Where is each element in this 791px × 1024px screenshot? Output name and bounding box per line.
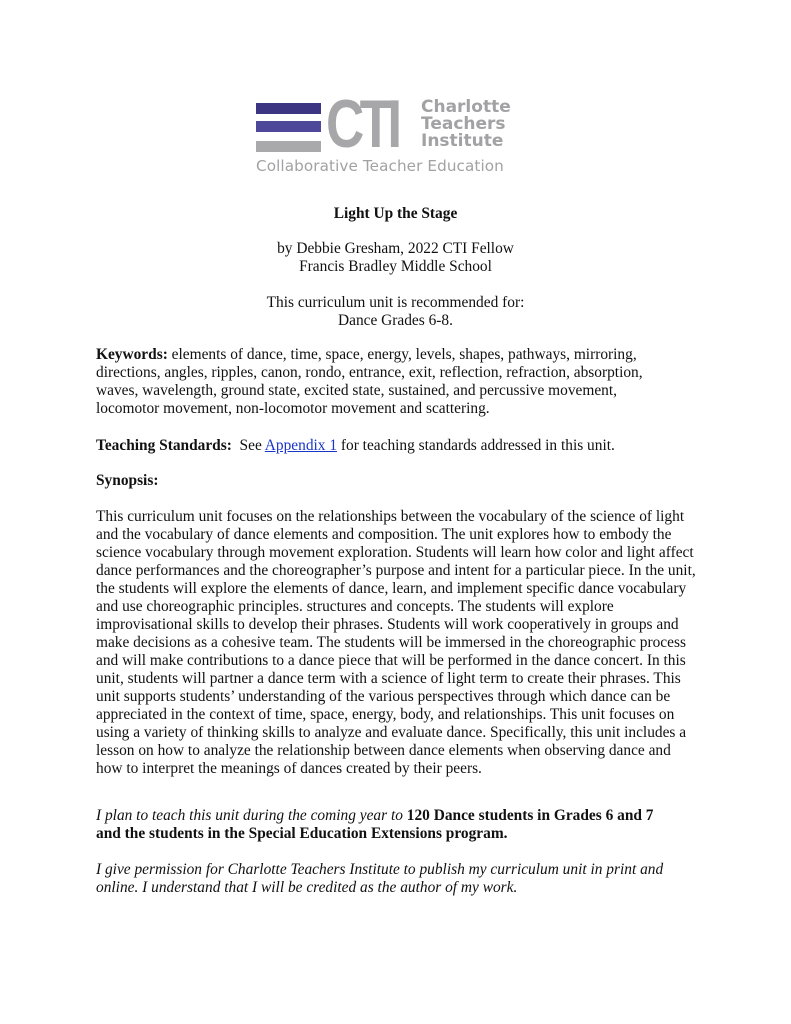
synopsis-line: unit supports students’ understanding of the various perspectives through which dance can be (96, 688, 671, 705)
logo-institute-name (421, 99, 511, 150)
synopsis-label: Synopsis: (96, 472, 159, 489)
logo-mark: CTI (326, 86, 398, 162)
synopsis-line: dance performances and the choreographer’s purpose and intent for a particular piece. In the unit, (96, 562, 696, 579)
synopsis-line: and use choreographic principles. structures and concepts. The students will explore (96, 598, 614, 615)
school-name: Francis Bradley Middle School (299, 258, 492, 275)
standards-label: Teaching Standards: (96, 437, 232, 454)
logo-name-line: Teachers (421, 114, 506, 134)
synopsis-line: and the vocabulary of dance elements and composition. The unit explores how to embody the (96, 526, 672, 543)
keywords-text: directions, angles, ripples, canon, rondo, entrance, exit, reflection, refraction, absorption, (96, 364, 643, 381)
appendix-link[interactable]: Appendix 1 (264, 437, 338, 454)
logo-bar-dark (256, 103, 321, 114)
synopsis-line: lesson on how to analyze the relationship between dance elements when observing dance and (96, 742, 671, 759)
permission-line: online. I understand that I will be credited as the author of my work. (96, 879, 518, 896)
synopsis-line: improvisational skills to develop their phrases. Students will work cooperatively in groups and (96, 616, 679, 633)
recommended-line: This curriculum unit is recommended for: (266, 294, 525, 311)
standards-text: See (231, 437, 265, 454)
synopsis-line: appreciated in the context of time, space, energy, body, and relationships. This unit focuses on (96, 706, 675, 723)
document-title: Light Up the Stage (333, 205, 458, 222)
logo-name-line: Charlotte (421, 97, 511, 117)
synopsis-line: This curriculum unit focuses on the relationships between the vocabulary of the science of light (96, 508, 685, 525)
synopsis-heading-block (96, 472, 716, 490)
logo-name-line: Institute (421, 131, 504, 151)
permission-line: I give permission for Charlotte Teachers Institute to publish my curriculum unit in print and (96, 861, 664, 878)
keywords-label: Keywords: (96, 346, 168, 363)
teaching-plan (96, 807, 716, 843)
synopsis-line: make decisions as a cohesive team. The students will be immersed in the choreographic process (96, 634, 686, 651)
keywords-text: waves, wavelength, ground state, excited state, sustained, and percussive movement, (96, 382, 617, 399)
teaching-standards (96, 437, 716, 455)
cti-logo (253, 86, 513, 178)
standards-text: for teaching standards addressed in this unit. (337, 437, 615, 454)
keywords-section (96, 346, 716, 418)
plan-audience-cont: and the students in the Special Education Extensions program. (96, 825, 508, 842)
synopsis-line: how to interpret the meanings of dances created by their peers. (96, 760, 482, 777)
synopsis-line: the students will explore the elements of dance, learn, and implement specific dance vocabulary (96, 580, 687, 597)
author-line: by Debbie Gresham, 2022 CTI Fellow (277, 240, 514, 257)
plan-intro: I plan to teach this unit during the coming year to (96, 807, 407, 824)
synopsis-line: using a variety of thinking skills to analyze and evaluate dance. Specifically, this unit includes a (96, 724, 687, 741)
grades-line: Dance Grades 6-8. (338, 312, 453, 329)
synopsis-line: unit, students will partner a dance term with a science of light term to create their phrases. This (96, 670, 681, 687)
keywords-text: locomotor movement, non-locomotor movement and scattering. (96, 400, 490, 417)
synopsis-line: science vocabulary through movement exploration. Students will learn how color and light affect (96, 544, 694, 561)
logo-tagline: Collaborative Teacher Education (256, 157, 504, 175)
synopsis-body (96, 508, 716, 778)
permission-statement (96, 861, 716, 897)
synopsis-line: and will make contributions to a dance piece that will be performed in the dance concert. In this (96, 652, 686, 669)
keywords-text: elements of dance, time, space, energy, levels, shapes, pathways, mirroring, (167, 346, 637, 363)
logo-bar-gray (256, 141, 321, 152)
plan-audience: 120 Dance students in Grades 6 and 7 (406, 807, 654, 824)
logo-bar-mid (256, 121, 321, 132)
